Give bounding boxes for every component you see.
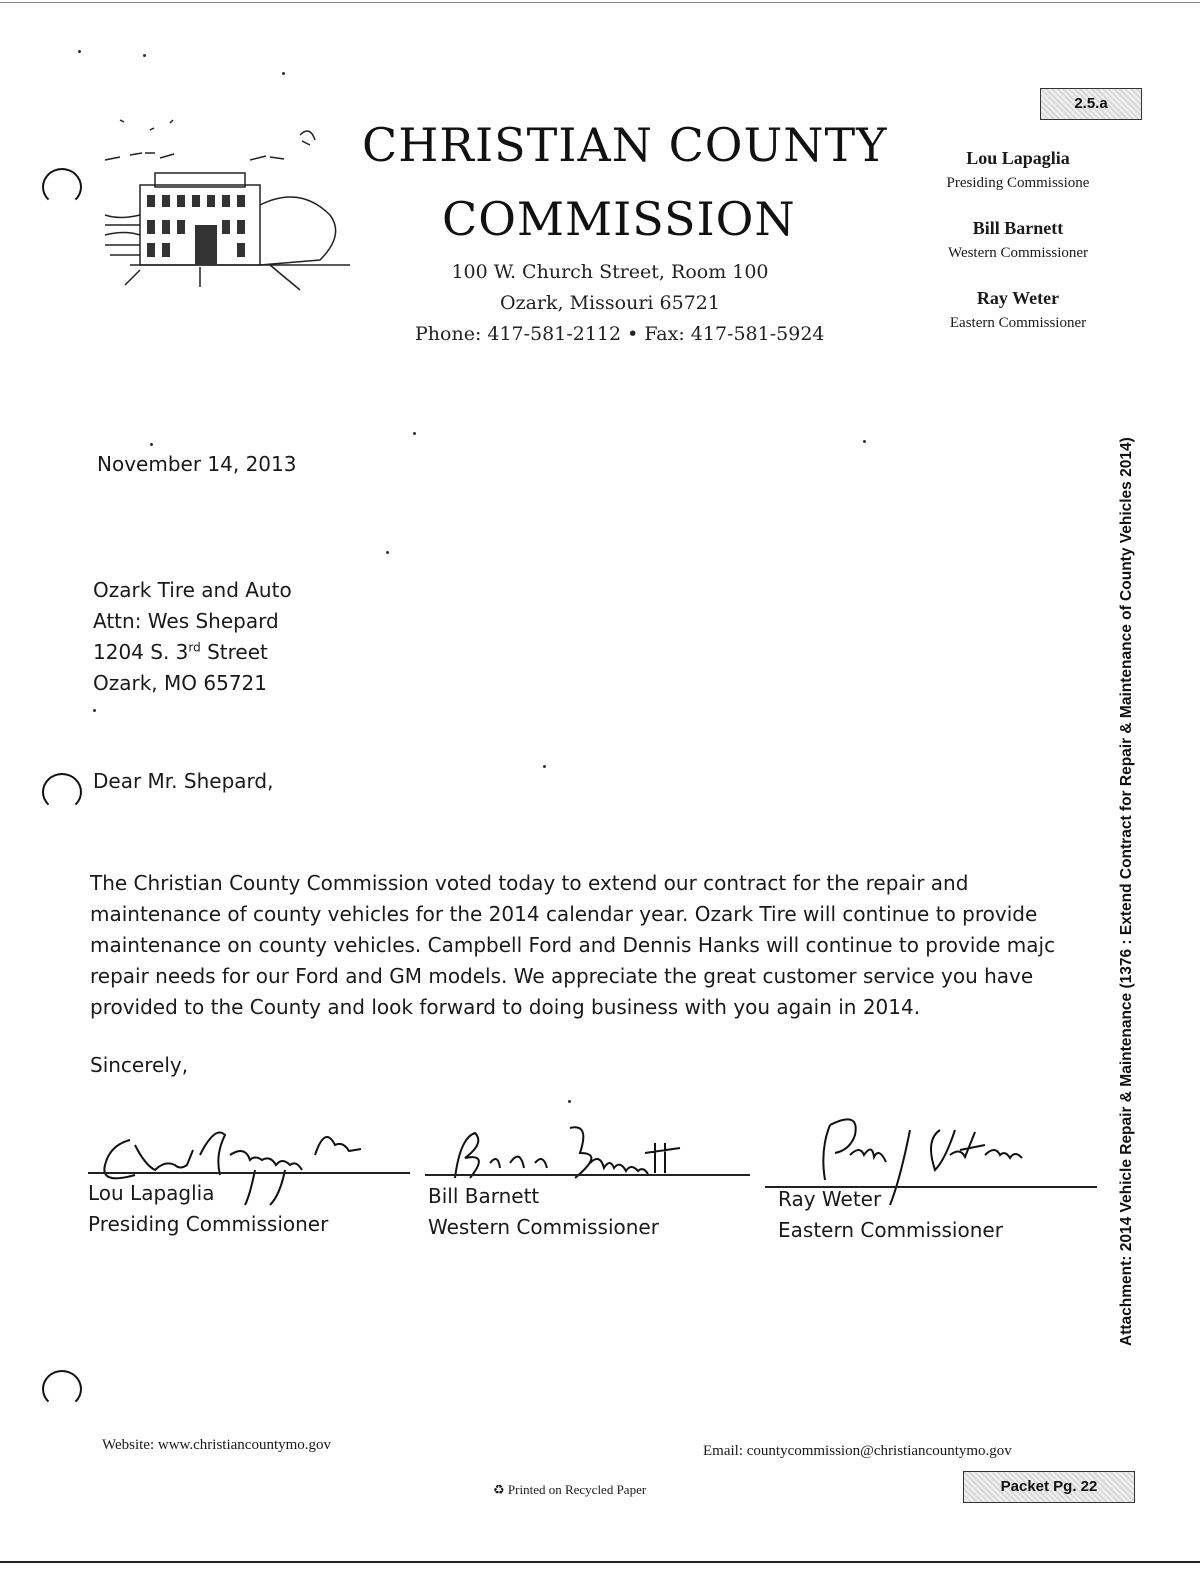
letterhead-title-line1: CHRISTIAN COUNTY	[362, 118, 888, 172]
closing: Sincerely,	[90, 1053, 189, 1077]
signature-line	[425, 1174, 750, 1176]
bottom-rule	[0, 1561, 1200, 1563]
footer-recycled	[493, 1482, 646, 1498]
letterhead-address-line1: 100 W. Church Street, Room 100	[451, 261, 769, 283]
punch-hole	[42, 168, 82, 206]
scan-speck	[543, 765, 546, 768]
item-badge-label: 2.5.a	[1074, 95, 1108, 112]
signatory-title: Eastern Commissioner	[778, 1218, 1003, 1242]
courthouse-logo	[100, 115, 370, 295]
footer-recycled-label: Printed on Recycled Paper	[507, 1482, 647, 1497]
signatory-name: Bill Barnett	[428, 1184, 540, 1208]
commissioner-title: Eastern Commissioner	[949, 315, 1087, 331]
recipient-attention: Attn: Wes Shepard	[93, 609, 279, 633]
signature-block	[778, 1184, 1003, 1246]
letterhead-phone-fax: Phone: 417-581-2112 • Fax: 417-581-5924	[415, 323, 825, 345]
commissioner-entry	[918, 218, 1118, 262]
signature-block	[428, 1181, 659, 1243]
scan-speck	[863, 440, 866, 443]
scan-speck	[143, 54, 146, 57]
top-rule	[0, 2, 1200, 3]
commissioner-title: Western Commissioner	[947, 245, 1089, 261]
body-line: The Christian County Commission voted today to extend our contract for the repair and	[90, 871, 969, 895]
commissioner-name: Ray Weter	[976, 288, 1060, 308]
footer-email: Email: countycommission@christiancountymo.gov	[703, 1443, 1012, 1459]
salutation: Dear Mr. Shepard,	[93, 769, 274, 793]
commissioner-list	[918, 148, 1118, 332]
body-line: maintenance on county vehicles. Campbell Ford and Dennis Hanks will continue to provide majc	[90, 933, 1056, 957]
scan-speck	[78, 50, 81, 53]
signatory-title: Presiding Commissioner	[88, 1212, 329, 1236]
recipient-street: 1204 S. 3rd Street	[93, 640, 268, 664]
attachment-note: Attachment: 2014 Vehicle Repair & Maintenance (1376 : Extend Contract for Repair & Maintenance of County Vehicles 2014)	[1118, 437, 1135, 1346]
body-line: repair needs for our Ford and GM models. We appreciate the great customer service you have	[90, 964, 1034, 988]
packet-page-badge	[963, 1471, 1135, 1503]
signatory-name: Lou Lapaglia	[88, 1181, 215, 1205]
scan-speck	[568, 1100, 571, 1103]
letter-date: November 14, 2013	[97, 452, 297, 476]
recipient-company: Ozark Tire and Auto	[93, 578, 292, 602]
punch-hole	[42, 773, 82, 811]
punch-hole	[42, 1370, 82, 1408]
packet-page-label: Packet Pg. 22	[1000, 1478, 1098, 1495]
scan-speck	[282, 72, 285, 75]
letter-body	[90, 868, 1100, 1023]
scan-speck	[386, 551, 389, 554]
signature-block	[88, 1178, 328, 1240]
scan-speck	[93, 709, 96, 712]
body-line: provided to the County and look forward to doing business with you again in 2014.	[90, 995, 921, 1019]
letterhead-address-line2: Ozark, Missouri 65721	[500, 292, 720, 314]
recycle-icon: ♻	[493, 1482, 505, 1497]
signature-bill-barnett	[440, 1118, 740, 1188]
scan-speck	[150, 443, 153, 446]
item-badge	[1040, 88, 1142, 120]
recipient-address	[93, 575, 493, 699]
commissioner-entry	[918, 148, 1118, 192]
footer-website: Website: www.christiancountymo.gov	[102, 1437, 332, 1453]
recipient-city: Ozark, MO 65721	[93, 671, 267, 695]
signatory-title: Western Commissioner	[428, 1215, 659, 1239]
commissioner-name: Bill Barnett	[972, 218, 1064, 238]
commissioner-title: Presiding Commissione	[946, 175, 1090, 191]
body-line: maintenance of county vehicles for the 2014 calendar year. Ozark Tire will continue to provide	[90, 902, 1038, 926]
commissioner-entry	[918, 288, 1118, 332]
scan-speck	[413, 432, 416, 435]
letterhead-title-line2: COMMISSION	[442, 192, 796, 246]
commissioner-name: Lou Lapaglia	[966, 148, 1070, 168]
signature-line	[88, 1172, 410, 1174]
signatory-name: Ray Weter	[778, 1187, 882, 1211]
